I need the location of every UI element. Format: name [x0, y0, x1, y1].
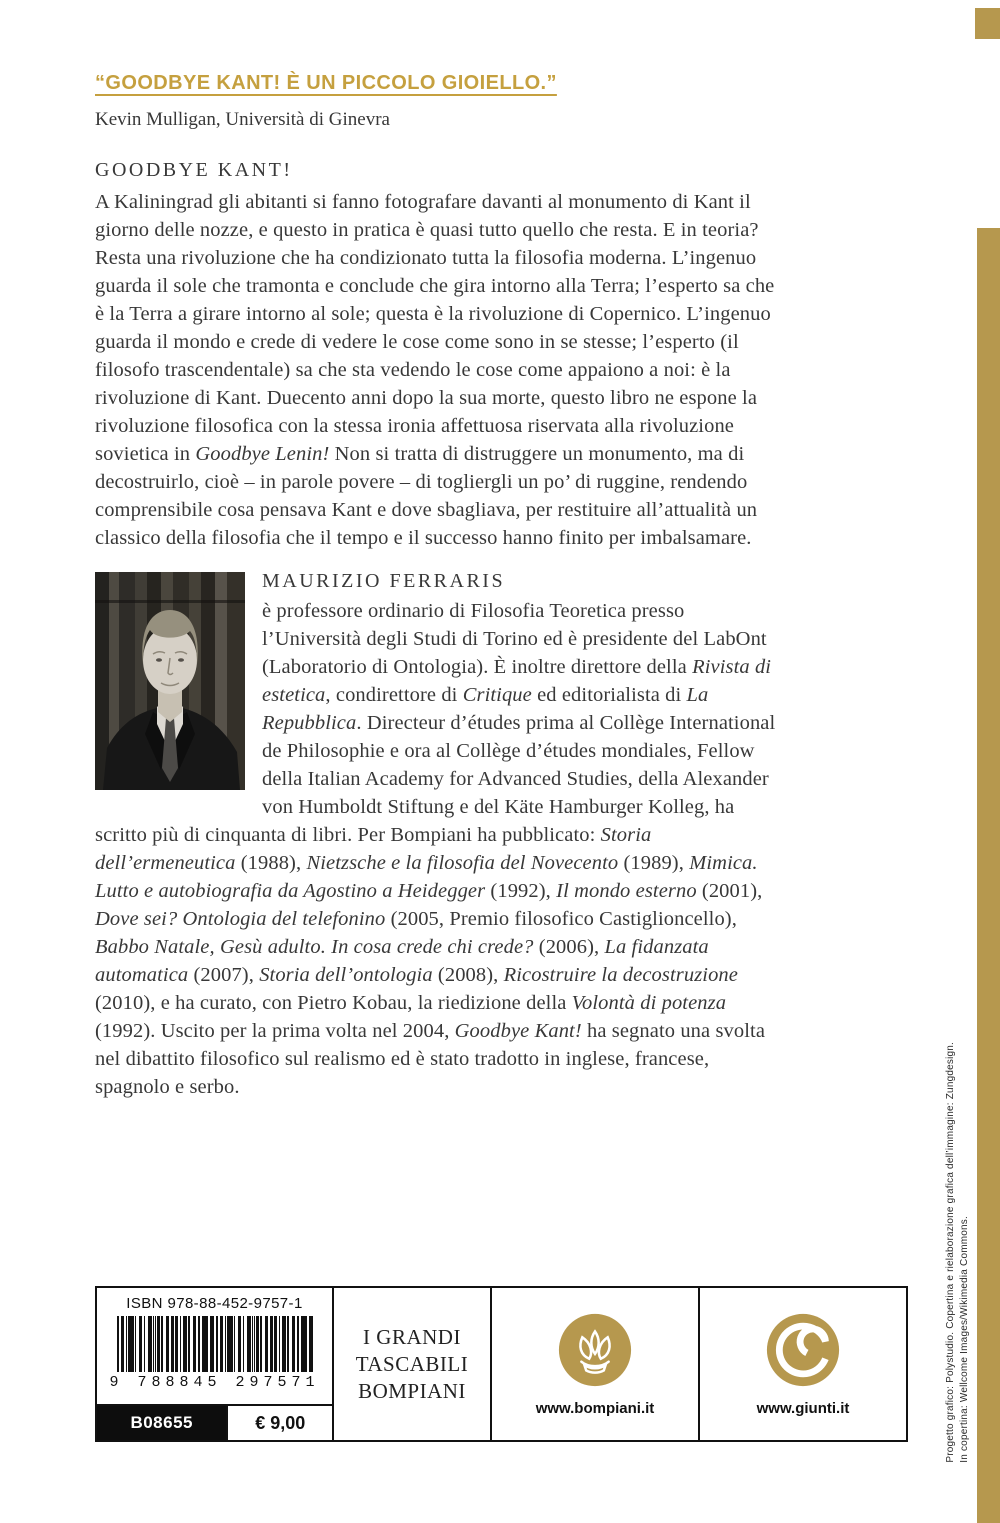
price: € 9,00 [226, 1406, 332, 1440]
author-name: MAURIZIO FERRARIS [262, 570, 506, 592]
barcode [117, 1316, 313, 1372]
series-line: TASCABILI [355, 1351, 469, 1376]
synopsis-title: GOODBYE KANT! [95, 159, 293, 181]
cover-photo-credit: In copertina: Wellcome Images/Wikimedia Commons. [959, 1216, 970, 1463]
synopsis-text: A Kaliningrad gli abitanti si fanno fotografare davanti al monumento di Kant il giorno delle nozze, e questo in pratica è quasi tutto quello che resta. E in teoria? Resta una rivoluzione che ha condizionato tutta la filosofia moderna. L’ingenuo guarda il sole che tramonta e conclude che gira intorno alla Terra; l’esperto sa che è la Terra a girare intorno al sole; questa è la rivoluzione di Copernico. L’ingenuo guarda il mondo e crede di vedere le cose come sono in se stesse; l’esperto (il filosofo trascendentale) sa che sta vedendo le cose come appaiono a noi: è la rivoluzione di Kant. Duecento anni dopo la sua morte, questo libro ne espone la rivoluzione filosofica con la stessa ironia affettuosa riservata alla rivoluzione sovietica in Goodbye Lenin! Non si tratta di distruggere un monumento, ma di decostruirlo, cioè – in parole povere – di togliergli un po’ di ruggine, rendendo comprensibile cosa pensava Kant e dove sbagliava, per restituire all’attualità un classico della filosofia che il tempo e il successo hanno finito per imbalsamare. [95, 191, 775, 549]
giunti-logo-icon [764, 1311, 842, 1389]
barcode-cell [97, 1288, 334, 1440]
author-photo [95, 572, 245, 790]
cover-design-credit: Progetto grafico: Polystudio. Copertina e rielaborazione grafica dell’immagine: Zungdesign. [945, 1042, 956, 1463]
main-text-column [95, 72, 785, 1101]
price-row [97, 1404, 332, 1440]
spine-top-mark [975, 8, 1000, 39]
review-attribution: Kevin Mulligan, Università di Ginevra [95, 109, 390, 130]
series-name [356, 1324, 468, 1405]
barcode-digits: 9 788845 297571 [109, 1374, 320, 1391]
series-line: BOMPIANI [358, 1378, 466, 1403]
series-cell [334, 1288, 492, 1440]
giunti-cell [698, 1288, 906, 1440]
spine-stripe [977, 228, 1000, 1523]
author-section [95, 568, 785, 1101]
author-portrait-image [95, 572, 245, 790]
bompiani-logo-icon [556, 1311, 634, 1389]
bompiani-url[interactable]: www.bompiani.it [535, 1400, 655, 1417]
review-quote: “GOODBYE KANT! È UN PICCOLO GIOIELLO.” [95, 72, 557, 94]
bompiani-cell [492, 1288, 698, 1440]
footer-box [95, 1286, 908, 1442]
author-bio: è professore ordinario di Filosofia Teoretica presso l’Università degli Studi di Torino ed è presidente del LabOnt (Laboratorio di Ontologia). È inoltre direttore della Rivista di estetica, condirettore di Critique ed editorialista di La Repubblica. Directeur d’études prima al Collège International de Philosophie e ora al Collège d’études mondiales, Fellow della Italian Academy for Advanced Studies, della Alexander von Humboldt Stiftung e del Käte Hamburger Kolleg, ha scritto più di cinquanta di libri. Per Bompiani ha pubblicato: Storia dell’ermeneutica (1988), Nietzsche e la filosofia del Novecento (1989), Mimica. Lutto e autobiografia da Agostino a Heidegger (1992), Il mondo esterno (2001), Dove sei? Ontologia del telefonino (2005, Premio filosofico Castiglioncello), Babbo Natale, Gesù adulto. In cosa crede chi crede? (2006), La fidanzata automatica (2007), Storia dell’ontologia (2008), Ricostruire la decostruzione (2010), e ha curato, con Pietro Kobau, la riedizione della Volontà di potenza (1992). Uscito per la prima volta nel 2004, Goodbye Kant! ha segnato una svolta nel dibattito filosofico sul realismo ed è stato tradotto in inglese, francese, spagnolo e serbo. [95, 600, 776, 1098]
isbn-label: ISBN 978-88-452-9757-1 [126, 1295, 303, 1312]
series-line: I GRANDI [363, 1324, 461, 1349]
giunti-url[interactable]: www.giunti.it [756, 1400, 850, 1417]
product-code: B08655 [97, 1406, 226, 1440]
